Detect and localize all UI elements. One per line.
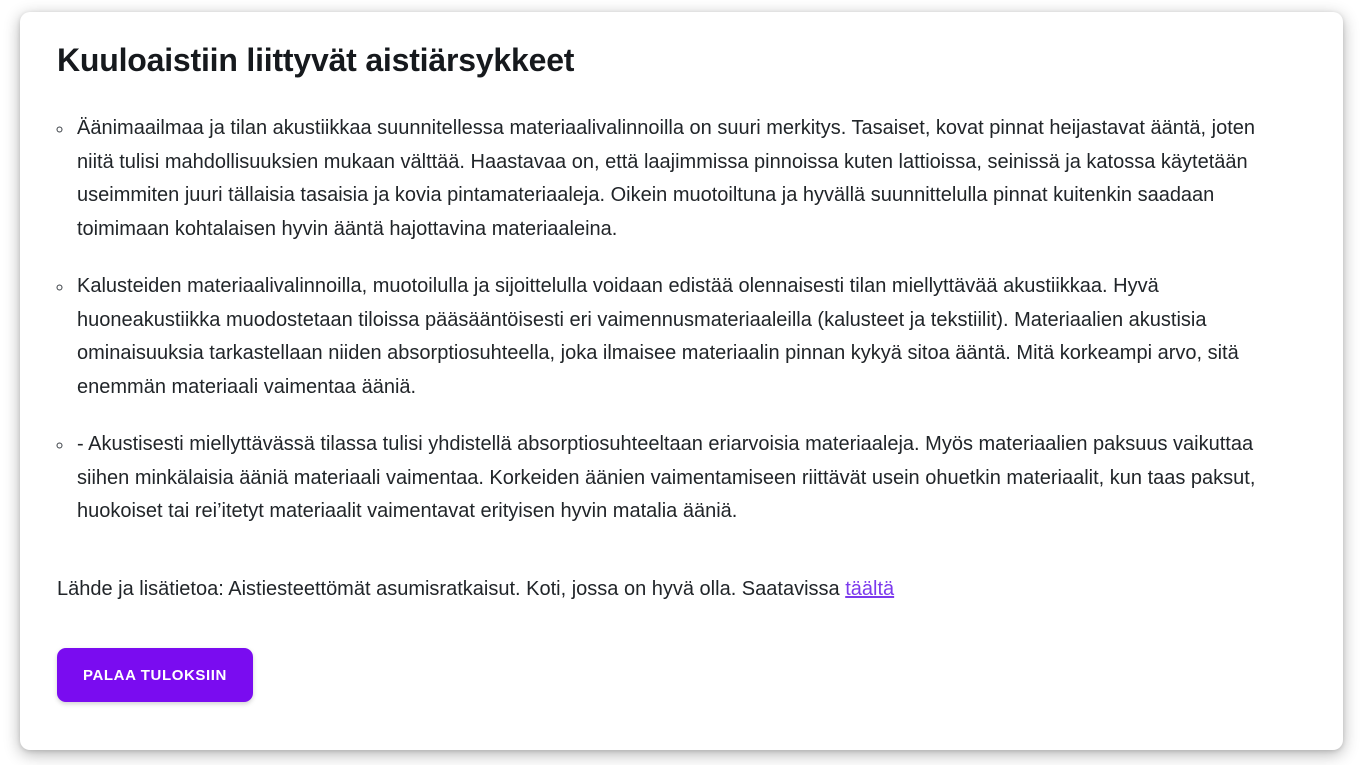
bullet-item: ◦ - Akustisesti miellyttävässä tilassa tulisi yhdistellä absorptiosuhteeltaan eriarvoisia materiaaleja. Myös materiaalien paksuus vaikuttaa siihen minkälaisia ääniä materiaali vaimentaa. Korkeiden äänien vaimentamiseen riittävät usein ohuetkin materiaalit, kun taas paksut, huokoiset tai rei’itetyt materiaalit vaimentavat erityisen hyvin matalia ääniä. bbox=[74, 428, 1287, 529]
bullet-item: ◦ Äänimaailmaa ja tilan akustiikkaa suunnitellessa materiaalivalinnoilla on suuri merkitys. Tasaiset, kovat pinnat heijastavat ääntä, joten niitä tulisi mahdollisuuksien mukaan välttää. Haastavaa on, että laajimmissa pinnoissa kuten lattioissa, seinissä ja katossa käytetään useimmiten juuri tällaisia tasaisia ja kovia pintamateriaaleja. Oikein muotoiltuna ja hyvällä suunnittelulla pinnat kuitenkin saadaan toimimaan kohtalaisen hyvin ääntä hajottavina materiaaleina. bbox=[74, 112, 1287, 246]
back-to-results-button[interactable]: PALAA TULOKSIIN bbox=[57, 648, 253, 702]
page-title: Kuuloaistiin liittyvät aistiärsykkeet bbox=[57, 42, 575, 78]
bullet-list bbox=[57, 112, 1287, 529]
source-line bbox=[57, 573, 1287, 607]
content-card bbox=[20, 12, 1343, 750]
source-text: Lähde ja lisätietoa: Aistiesteettömät asumisratkaisut. Koti, jossa on hyvä olla. Saatavissa bbox=[57, 577, 846, 600]
source-link[interactable]: täältä bbox=[845, 577, 895, 600]
bullet-item: ◦ Kalusteiden materiaalivalinnoilla, muotoilulla ja sijoittelulla voidaan edistää olennaisesti tilan miellyttävää akustiikkaa. Hyvä huoneakustiikka muodostetaan tiloissa pääsääntöisesti eri vaimennusmateriaaleilla (kalusteet ja tekstiilit). Materiaalien akustisia ominaisuuksia tarkastellaan niiden absorptiosuhteella, joka ilmaisee materiaalin pinnan kykyä sitoa ääntä. Mitä korkeampi arvo, sitä enemmän materiaali vaimentaa ääniä. bbox=[74, 270, 1287, 404]
